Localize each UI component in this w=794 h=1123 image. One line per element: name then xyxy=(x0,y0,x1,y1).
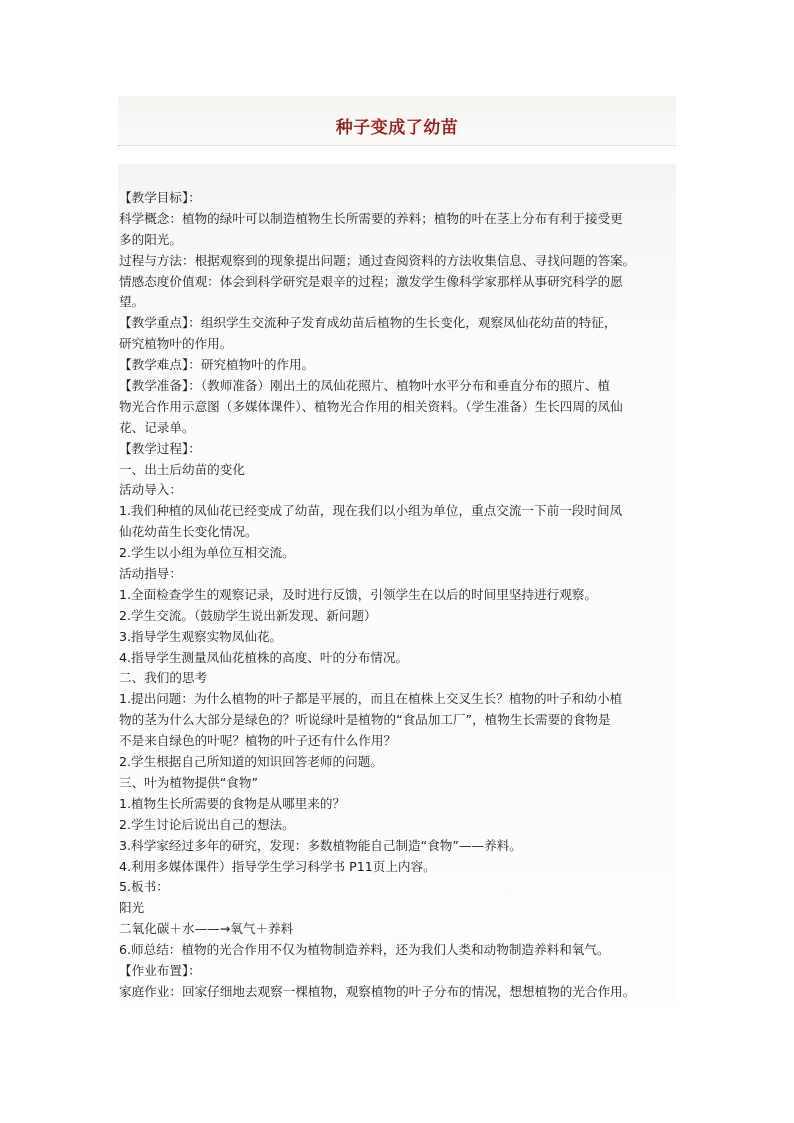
text-line-preparation-cont: 物光合作用示意图（多媒体课件）、植物光合作用的相关资料。（学生准备）生长四周的凤仙 xyxy=(119,398,623,414)
text-line-section-three: 三、叶为植物提供“食物” xyxy=(119,774,258,790)
document-title: 种子变成了幼苗 xyxy=(335,118,459,138)
text-line-question-item-1-cont-2: 不是来自绿色的叶呢？植物的叶子还有什么作用？ xyxy=(119,733,397,749)
text-line-process-method: 过程与方法：根据观察到的现象提出问题；通过查阅资料的方法收集信息、寻找问题的答案。 xyxy=(119,252,636,268)
dotted-divider xyxy=(118,145,676,146)
text-line-teaching-process-heading: 【教学过程】： xyxy=(119,440,201,456)
text-line-board-heading: 5.板书： xyxy=(119,879,169,895)
text-line-guidance-item-4: 4.指导学生测量凤仙花植株的高度、叶的分布情况。 xyxy=(119,649,409,665)
text-line-guidance-item-1: 1.全面检查学生的观察记录，及时进行反馈，引领学生在以后的时间里坚持进行观察。 xyxy=(119,586,597,602)
lesson-plan-body xyxy=(118,164,676,1002)
text-line-intro-item-1-cont: 仙花幼苗生长变化情况。 xyxy=(119,524,258,540)
text-line-preparation-cont-2: 花、记录单。 xyxy=(119,419,195,435)
text-line-teaching-goals-heading: 【教学目标】： xyxy=(119,190,201,205)
text-line-intro-item-1: 1.我们种植的凤仙花已经变成了幼苗，现在我们以小组为单位，重点交流一下前一段时间凤 xyxy=(119,503,623,519)
text-line-guidance-item-2: 2.学生交流。（鼓励学生说出新发现、新问题） xyxy=(119,607,377,623)
text-lines xyxy=(119,188,675,1003)
text-line-science-concept: 科学概念：植物的绿叶可以制造植物生长所需要的养料；植物的叶在茎上分布有利于接受更 xyxy=(119,210,623,226)
text-line-activity-intro: 活动导入： xyxy=(119,482,182,498)
text-line-food-item-2: 2.学生讨论后说出自己的想法。 xyxy=(119,816,295,832)
text-line-science-concept-cont: 多的阳光。 xyxy=(119,231,182,247)
text-line-teacher-summary: 6.师总结：植物的光合作用不仅为植物制造养料，还为我们人类和动物制造养料和氧气。 xyxy=(119,942,610,958)
text-line-attitude-values: 情感态度价值观：体会到科学研究是艰辛的过程；激发学生像科学家那样从事研究科学的愿 xyxy=(119,273,623,289)
text-line-guidance-item-3: 3.指导学生观察实物凤仙花。 xyxy=(119,628,283,644)
text-line-homework: 家庭作业：回家仔细地去观察一棵植物，观察植物的叶子分布的情况，想想植物的光合作用。 xyxy=(119,983,636,999)
text-line-difficult-points: 【教学难点】：研究植物叶的作用。 xyxy=(119,357,315,373)
text-line-question-item-1-cont: 物的茎为什么大部分是绿色的？听说绿叶是植物的“食品加工厂”，植物生长需要的食物是 xyxy=(119,712,611,728)
text-line-preparation: 【教学准备】：（教师准备）刚出土的凤仙花照片、植物叶水平分布和垂直分布的照片、植 xyxy=(119,378,611,394)
text-line-activity-guidance: 活动指导： xyxy=(119,566,182,582)
text-line-board-sunlight: 阳光 xyxy=(119,900,145,916)
text-line-food-item-4: 4.利用多媒体课件）指导学生学习科学书 P11页上内容。 xyxy=(119,858,436,874)
title-header xyxy=(118,96,676,148)
text-line-key-points: 【教学重点】：组织学生交流种子发育成幼苗后植物的生长变化，观察凤仙花幼苗的特征， xyxy=(119,315,617,331)
text-line-section-one: 一、出土后幼苗的变化 xyxy=(119,461,245,477)
text-line-question-item-2: 2.学生根据自己所知道的知识回答老师的问题。 xyxy=(119,754,383,770)
text-line-attitude-values-cont: 望。 xyxy=(119,294,145,310)
text-line-food-item-1: 1.植物生长所需要的食物是从哪里来的？ xyxy=(119,795,346,811)
text-line-board-equation: 二氧化碳＋水——→氧气＋养料 xyxy=(119,921,294,937)
text-line-homework-heading: 【作业布置】： xyxy=(119,962,201,978)
text-line-intro-item-2: 2.学生以小组为单位互相交流。 xyxy=(119,545,295,561)
text-line-food-item-3: 3.科学家经过多年的研究，发现：多数植物能自己制造“食物”——养料。 xyxy=(119,837,522,853)
text-line-key-points-cont: 研究植物叶的作用。 xyxy=(119,336,233,352)
text-line-section-two: 二、我们的思考 xyxy=(119,670,208,686)
text-line-question-item-1: 1.提出问题：为什么植物的叶子都是平展的，而且在植株上交叉生长？植物的叶子和幼小植 xyxy=(119,691,623,707)
